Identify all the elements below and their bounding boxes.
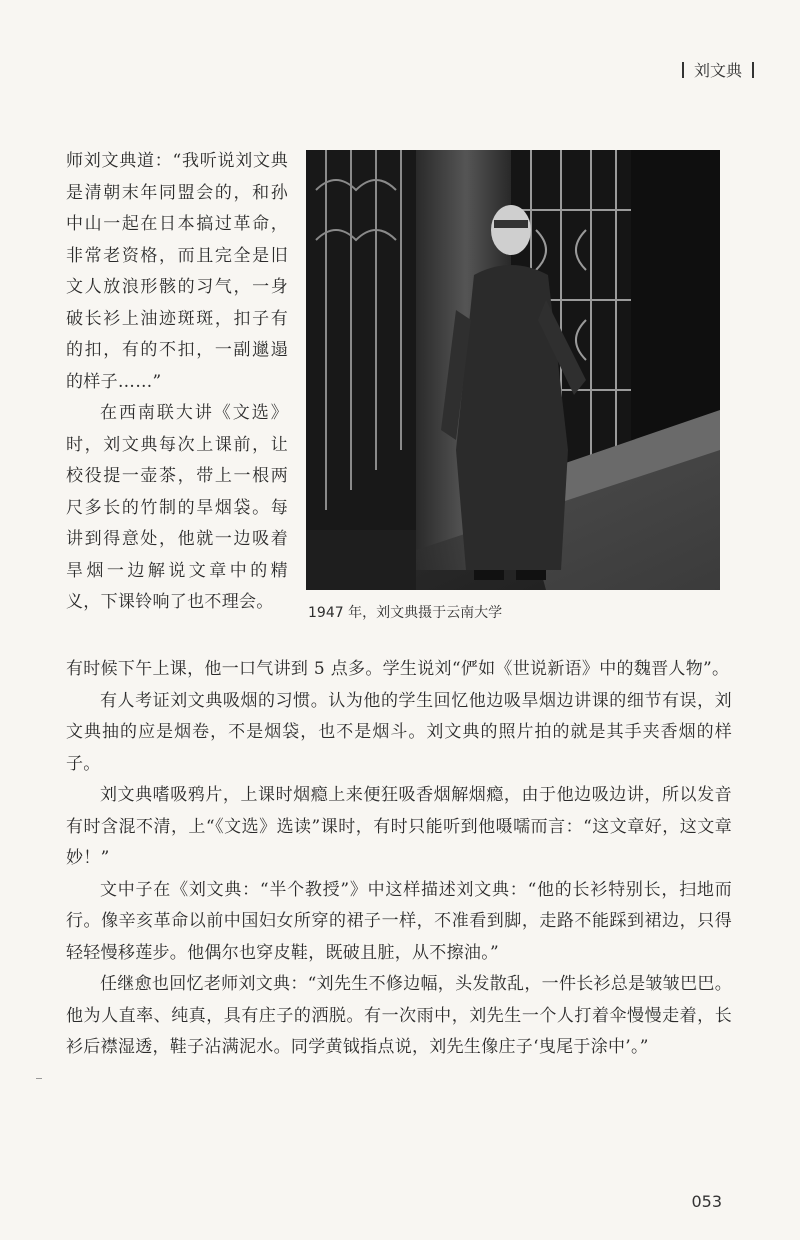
left-column-text [66,146,288,619]
paragraph: 在西南联大讲《文选》时，刘文典每次上课前，让校役提一壶茶，带上一根两尺多长的竹制的旱烟袋。每讲到得意处，他就一边吸着旱烟一边解说文章中的精义，下课铃响了也不理会。 [66,403,288,612]
running-header [682,58,754,81]
paragraph: 任继愈也回忆老师刘文典：“刘先生不修边幅，头发散乱，一件长衫总是皱皱巴巴。他为人直率、纯真，具有庄子的洒脱。有一次雨中，刘先生一个人打着伞慢慢走着，长衫后襟湿透，鞋子沾满泥水。同学黄钺指点说，刘先生像庄子‘曳尾于涂中’。” [66,974,732,1057]
header-right-bar [752,62,754,78]
historical-photo [306,150,720,590]
header-left-bar [682,62,684,78]
paragraph: 文中子在《刘文典：“半个教授”》中这样描述刘文典：“他的长衫特别长，扫地而行。像辛亥革命以前中国妇女所穿的裙子一样，不准看到脚，走路不能踩到裙边，只得轻轻慢移莲步。他偶尔也穿皮鞋，既破且脏，从不擦油。” [66,879,732,963]
paragraph: 师刘文典道：“我听说刘文典是清朝末年同盟会的，和孙中山一起在日本搞过革命，非常老资格，而且完全是旧文人放浪形骸的习气，一身破长衫上油迹斑斑，扣子有的扣，有的不扣，一副邋遢的样子……” [66,151,288,392]
paragraph: 刘文典嗜吸鸦片，上课时烟瘾上来便狂吸香烟解烟瘾，由于他边吸边讲，所以发音有时含混不清，上“《文选》选读”课时，有时只能听到他嗫嚅而言：“这文章好，这文章妙！” [66,785,732,868]
body-text [66,654,732,1064]
paragraph: 有时候下午上课，他一口气讲到 5 点多。学生说刘“俨如《世说新语》中的魏晋人物”。 [66,659,730,679]
header-title: 刘文典 [693,61,742,80]
margin-mark [36,1078,42,1079]
photo-caption: 1947 年，刘文典摄于云南大学 [308,605,503,621]
paragraph: 有人考证刘文典吸烟的习惯。认为他的学生回忆他边吸旱烟边讲课的细节有误，刘文典抽的应是烟卷，不是烟袋，也不是烟斗。刘文典的照片拍的就是其手夹香烟的样子。 [66,690,732,774]
page-number: 053 [691,1192,722,1211]
